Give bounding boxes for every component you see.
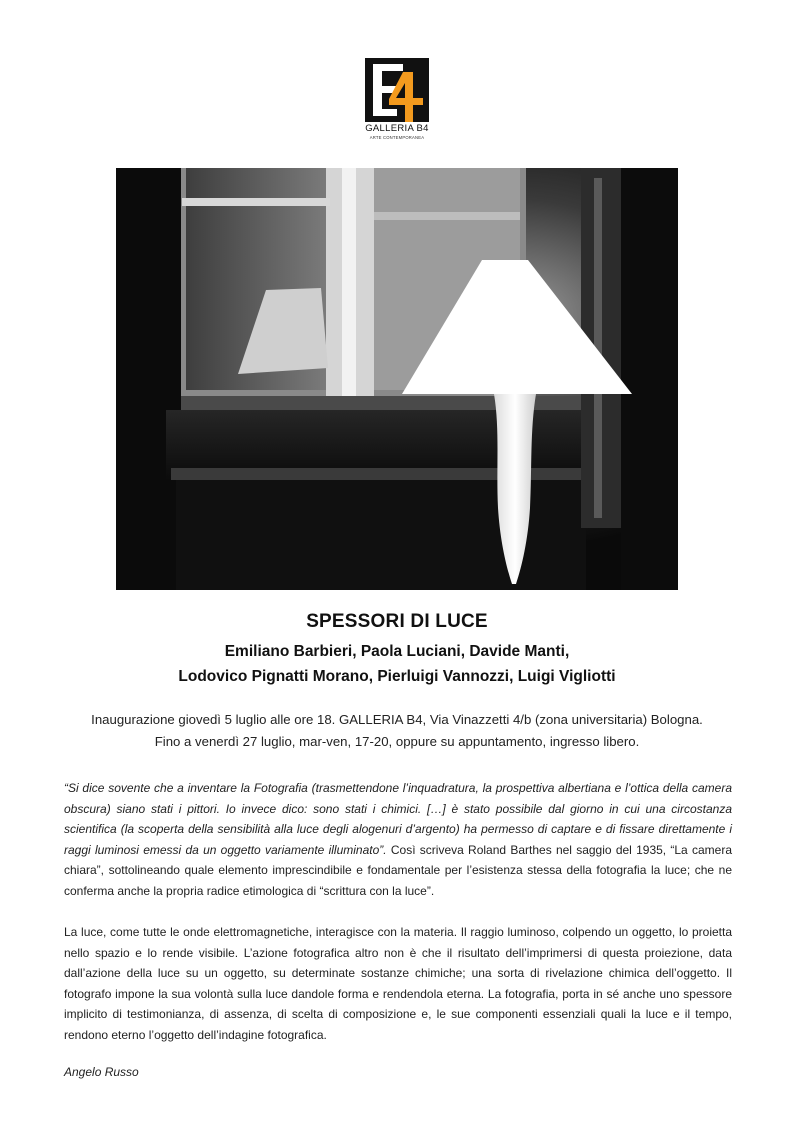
logo-name: GALLERIA B4	[365, 123, 429, 134]
galleria-b4-logo	[362, 58, 432, 144]
table-lamp-by-window-photo	[116, 168, 678, 590]
barthes-quote-paragraph	[64, 778, 732, 902]
logo-subtitle: ARTE CONTEMPORANEA	[369, 135, 425, 140]
b4-logo-icon	[365, 58, 429, 122]
exhibition-photo	[116, 168, 678, 590]
essay-paragraph: La luce, come tutte le onde elettromagnetiche, interagisce con la materia. Il raggio luminoso, colpendo un oggetto, lo proietta nello spazio e lo rende visibile. L’azione fotografica altro non è che il risultato dell’imprimersi di questa proiezione, data dall’azione della luce su un oggetto, su determinate sostanze chimiche; una sorta di rivelazione chimica dell’oggetto. Il fotografo impone la sua volontà sulla luce dandole forma e rendendola eterna. La fotografia, porta in sé anche uno spessore implicito di testimonianza, di assenza, di scelta di composizione e, le sue componenti essenziali quali la luce e il tempo, rendono eterno l’oggetto dell’indagine fotografica.	[64, 925, 732, 1042]
author-signature: Angelo Russo	[64, 1065, 139, 1079]
artists-line-1: Emiliano Barbieri, Paola Luciani, Davide Manti,	[224, 643, 570, 660]
quote-commentary: Così scriveva Roland Barthes nel saggio del 1935, “La camera chiara”, sottolineando quale elemento imprescindibile e fondamentale per l’esistenza stessa della fotografia la luce; che ne conferma anche la propria radice etimologica di “scrittura con la luce”.	[64, 842, 732, 898]
exhibition-title: SPESSORI DI LUCE	[306, 611, 488, 632]
opening-info: Inaugurazione giovedì 5 luglio alle ore 18. GALLERIA B4, Via Vinazzetti 4/b (zona universitaria) Bologna.	[91, 712, 703, 727]
schedule-info: Fino a venerdì 27 luglio, mar-ven, 17-20, oppure su appuntamento, ingresso libero.	[154, 734, 640, 749]
artists-line-2: Lodovico Pignatti Morano, Pierluigi Vannozzi, Luigi Vigliotti	[178, 668, 616, 685]
barthes-quote: “Si dice sovente che a inventare la Fotografia (trasmettendone l’inquadratura, la prospettiva albertiana e l’ottica della camera obscura) siano stati i pittori. Io invece dico: sono stati i chimici. […] è stato possibile dal giorno in cui una circostanza scientifica (la scoperta della sensibilità alla luce degli alogenuri d’argento) ha permesso di captare e di fissare direttamente i raggi luminosi emessi da un oggetto variamente illuminato”.	[64, 781, 732, 857]
